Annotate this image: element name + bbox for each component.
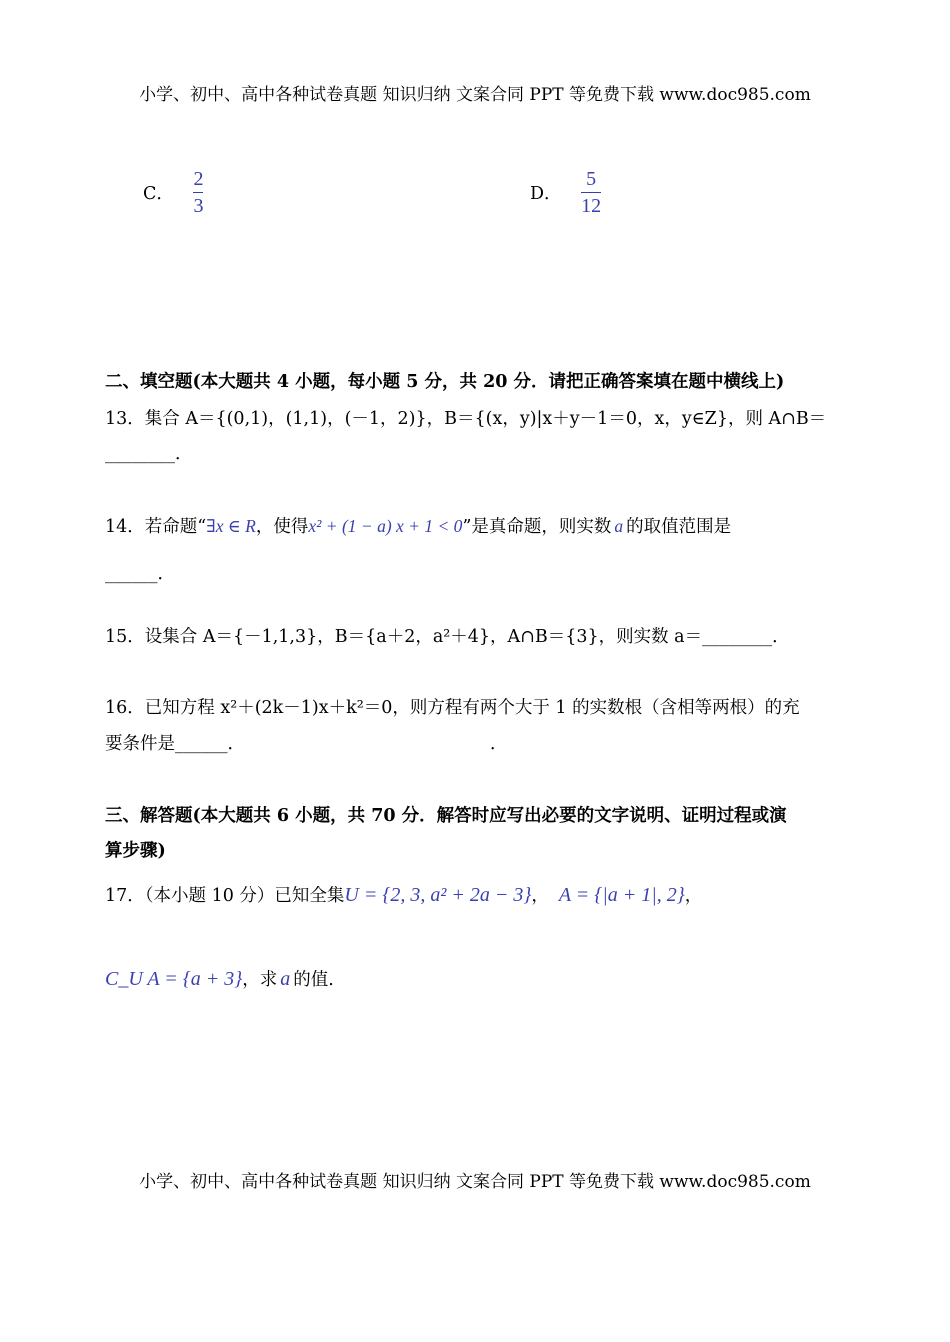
option-c-fraction — [193, 168, 203, 217]
question-17-math-set-a: A = {|a + 1|, 2} — [558, 884, 685, 906]
section-2-title: 二、填空题(本大题共 4 小题，每小题 5 分，共 20 分．请把正确答案填在题中横线上) — [105, 372, 785, 392]
page-footer: 小学、初中、高中各种试卷真题 知识归纳 文案合同 PPT 等免费下载 www.doc985.com — [139, 1172, 811, 1192]
option-c — [143, 168, 203, 217]
section-3-title-line-2: 算步骤) — [105, 841, 166, 861]
option-d-fraction — [581, 168, 601, 217]
question-17-var: a — [280, 968, 291, 990]
question-13-line-2: ________． — [105, 444, 193, 464]
question-17-math-complement: C_U A = {a + 3} — [105, 968, 243, 990]
question-17-line-1 — [105, 882, 702, 907]
question-14-var: a — [614, 516, 624, 536]
question-14-mid: ，使得 — [255, 517, 309, 537]
question-14-math-exists: ∃x ∈ R — [206, 516, 256, 536]
question-14-suffix-1: ”是真命题，则实数 — [462, 517, 612, 537]
question-16-line-2: 要条件是______． — [105, 734, 245, 754]
question-17-comma-1: ， — [531, 886, 549, 906]
question-17-suffix: 的值. — [293, 970, 334, 990]
question-15: 15．设集合 A＝{－1,1,3}，B＝{a＋2，a²＋4}，A∩B＝{3}，则实数 a＝________． — [105, 627, 790, 647]
option-d — [530, 168, 601, 217]
question-14-prefix: 14．若命题“ — [105, 517, 207, 537]
question-17-comma-2: ， — [684, 886, 703, 906]
question-17-line-2 — [105, 966, 334, 991]
option-c-label: C． — [143, 184, 174, 204]
question-14-math-inequality: x² + (1 − a) x + 1 < 0 — [308, 516, 463, 536]
question-17-mid: ，求 — [242, 970, 278, 990]
option-d-denominator: 12 — [581, 195, 602, 217]
question-16-dot: ． — [490, 734, 508, 754]
option-d-numerator: 5 — [586, 168, 597, 190]
option-d-label: D． — [530, 184, 562, 204]
question-16-line-1: 16．已知方程 x²＋(2k－1)x＋k²＝0，则方程有两个大于 1 的实数根（含相等两根）的充 — [105, 698, 800, 718]
question-14-line-2: ______． — [105, 564, 175, 584]
option-c-numerator: 2 — [193, 168, 204, 190]
question-13-line-1: 13．集合 A＝{(0,1)，(1,1)，(－1，2)}，B＝{(x，y)|x＋y－1＝0，x，y∈Z}，则 A∩B＝ — [105, 409, 827, 429]
question-14-suffix-2: 的取值范围是 — [626, 517, 732, 537]
page-header: 小学、初中、高中各种试卷真题 知识归纳 文案合同 PPT 等免费下载 www.doc985.com — [139, 85, 811, 105]
question-17-math-universal-set: U = {2, 3, a² + 2a − 3} — [344, 884, 532, 906]
question-14-line-1 — [105, 513, 731, 538]
option-c-denominator: 3 — [193, 195, 204, 217]
section-3-title-line-1: 三、解答题(本大题共 6 小题，共 70 分．解答时应写出必要的文字说明、证明过程或演 — [105, 806, 787, 826]
question-17-prefix: 17．（本小题 10 分）已知全集 — [105, 886, 345, 906]
